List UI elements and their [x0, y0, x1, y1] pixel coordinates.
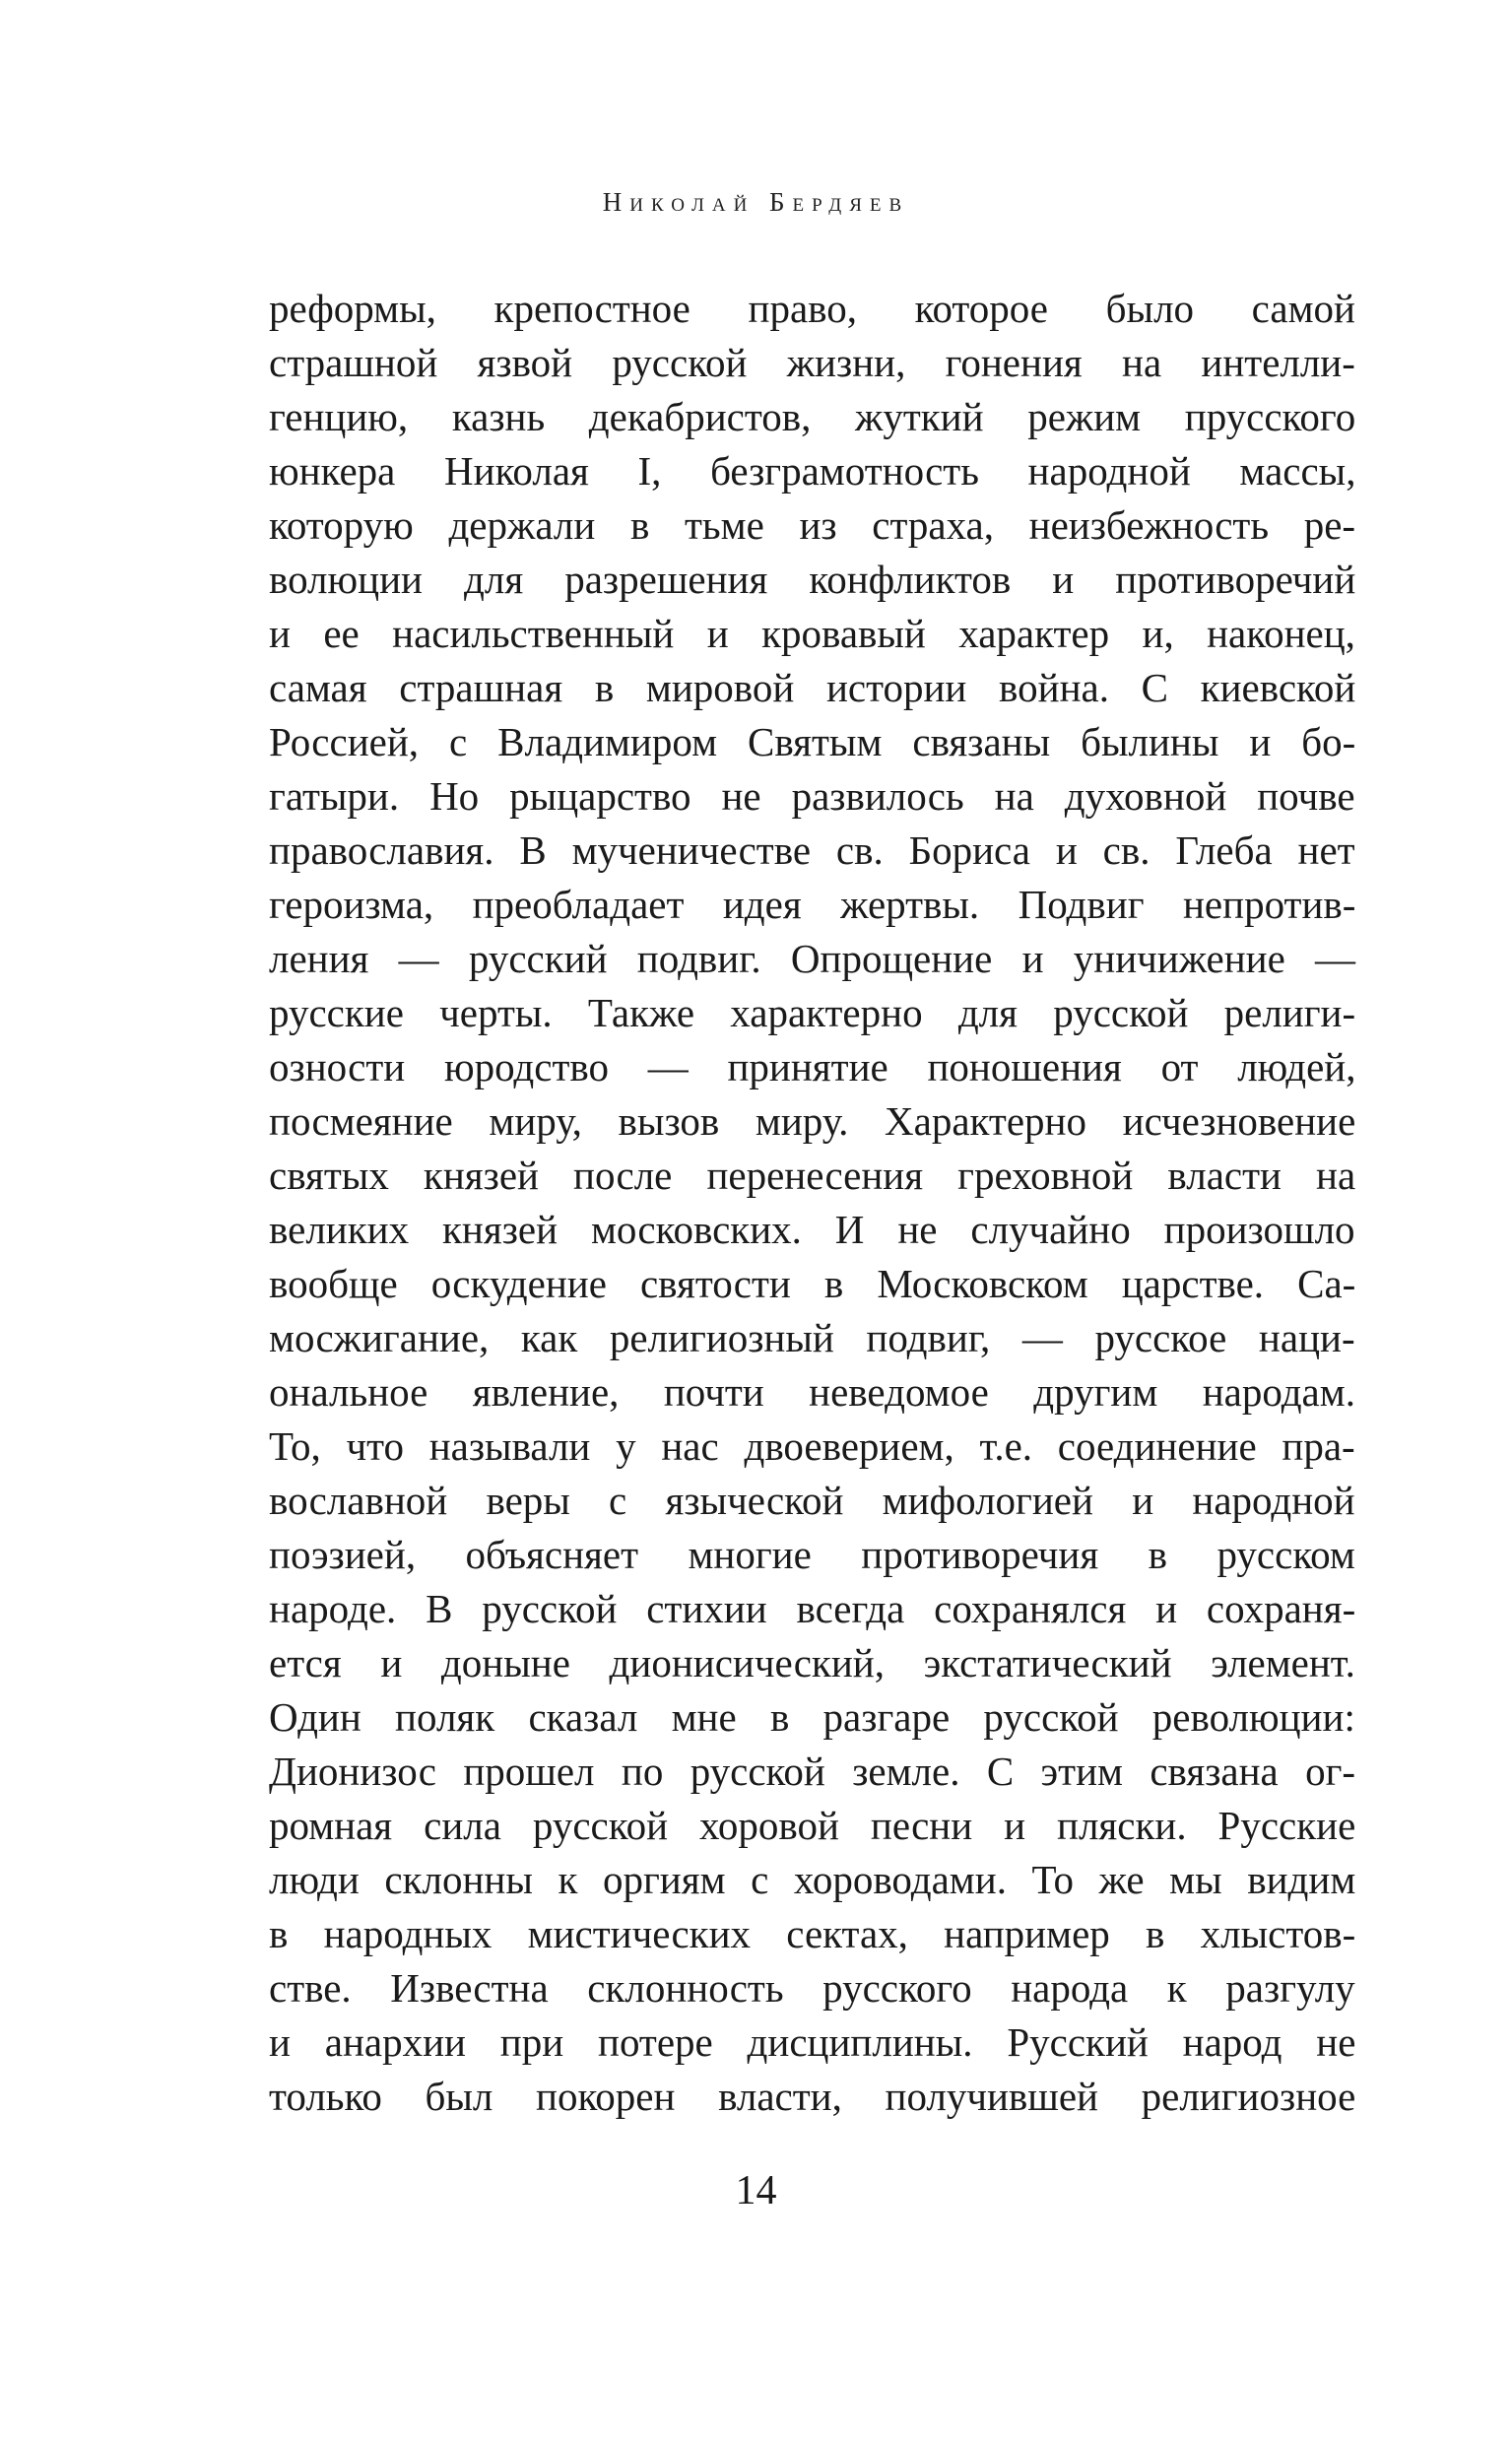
text-line: русские черты. Также характерно для русской религи- [269, 990, 1356, 1035]
text-line: волюции для разрешения конфликтов и противоречий [269, 557, 1356, 602]
text-line: озности юродство — принятие поношения от людей, [269, 1044, 1356, 1089]
text-line: которую держали в тьме из страха, неизбежность ре- [269, 502, 1356, 548]
text-line: реформы, крепостное право, которое было самой [269, 286, 1355, 331]
text-line: Россией, с Владимиром Святым связаны былины и бо- [269, 719, 1356, 764]
text-line: только был покорен власти, получившей религиозное [269, 2074, 1356, 2119]
text-line: юнкера Николая I, безграмотность народной массы, [269, 448, 1356, 494]
text-line: ется и доныне дионисический, экстатический элемент. [269, 1640, 1355, 1685]
text-line: посмеяние миру, вызов миру. Характерно исчезновение [269, 1098, 1356, 1144]
text-line: гатыри. Но рыцарство не развилось на духовной почве [269, 773, 1355, 819]
text-line: вообще оскудение святости в Московском царстве. Са- [269, 1261, 1356, 1306]
text-line: ональное явление, почти неведомое другим народам. [269, 1369, 1355, 1415]
text-line: поэзией, объясняет многие противоречия в русском [269, 1532, 1355, 1577]
text-line: и ее насильственный и кровавый характер и, наконец, [269, 611, 1355, 656]
text-line: Дионизос прошел по русской земле. С этим связана ог- [269, 1749, 1356, 1794]
text-line: православия. В мученичестве св. Бориса и св. Глеба нет [269, 827, 1355, 873]
text-line: страшной язвой русской жизни, гонения на интелли- [269, 340, 1355, 385]
text-line: вославной веры с языческой мифологией и народной [269, 1478, 1355, 1523]
text-line: народе. В русской стихии всегда сохранялся и сохраня- [269, 1586, 1356, 1631]
text-line: святых князей после перенесения греховной власти на [269, 1153, 1356, 1198]
text-line: героизма, преобладает идея жертвы. Подвиг непротив- [269, 882, 1356, 927]
text-line: великих князей московских. И не случайно произошло [269, 1207, 1355, 1252]
text-line: То, что называли у нас двоеверием, т.е. соединение пра- [269, 1423, 1355, 1469]
page-number: 14 [735, 2168, 777, 2213]
text-line: мосжигание, как религиозный подвиг, — русское наци- [269, 1315, 1355, 1360]
text-line: самая страшная в мировой истории война. С киевской [269, 665, 1356, 710]
body-text [269, 282, 1355, 2124]
text-line: в народных мистических сектах, например в хлыстов- [269, 1911, 1356, 1956]
text-line: и анархии при потере дисциплины. Русский народ не [269, 2019, 1356, 2065]
text-line: Один поляк сказал мне в разгаре русской революции: [269, 1694, 1355, 1740]
text-line: стве. Известна склонность русского народа к разгулу [269, 1965, 1355, 2011]
running-head: Николай Бердяев [602, 187, 910, 217]
text-line: люди склонны к оргиям с хороводами. То же мы видим [269, 1857, 1356, 1902]
text-line: ления — русский подвиг. Опрощение и уничижение — [269, 936, 1356, 981]
text-line: генцию, казнь декабристов, жуткий режим прусского [269, 394, 1356, 439]
text-line: ромная сила русской хоровой песни и пляски. Русские [269, 1803, 1356, 1848]
